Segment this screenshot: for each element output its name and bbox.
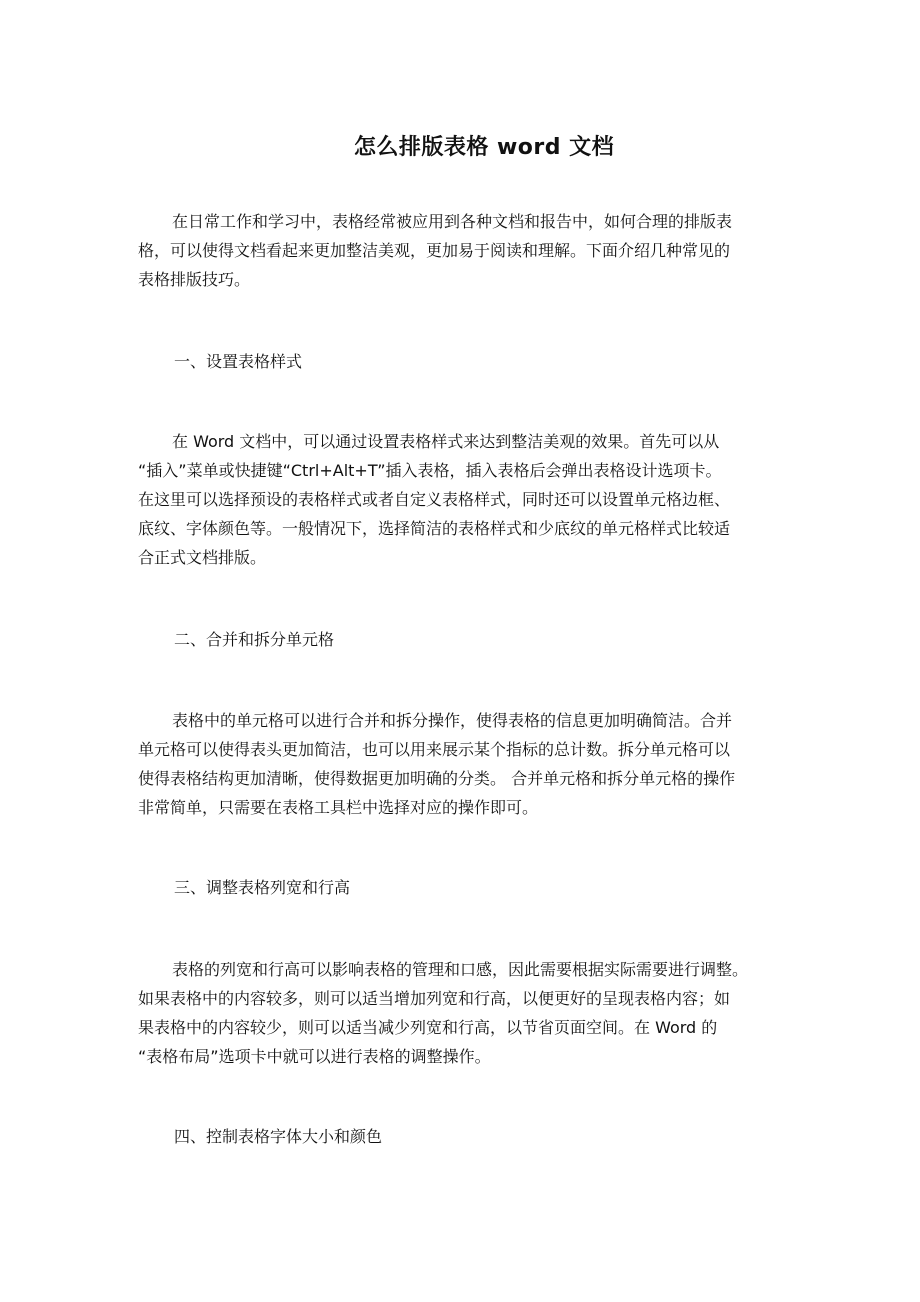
paragraph-line: 如果表格中的内容较多，则可以适当增加列宽和行高，以便更好的呈现表格内容；如 (138, 989, 731, 1008)
paragraph-line: “插入”菜单或快捷键“Ctrl+Alt+T”插入表格，插入表格后会弹出表格设计选项卡。 (138, 461, 722, 480)
section-paragraph-1 (138, 427, 808, 572)
section-paragraph-2 (138, 706, 808, 822)
paragraph-line: 在日常工作和学习中，表格经常被应用到各种文档和报告中，如何合理的排版表 (172, 212, 733, 231)
paragraph-line: “表格布局”选项卡中就可以进行表格的调整操作。 (138, 1047, 491, 1066)
document-title: 怎么排版表格 word 文档 (353, 135, 615, 160)
paragraph-line: 使得表格结构更加清晰，使得数据更加明确的分类。 合并单元格和拆分单元格的操作 (138, 769, 736, 788)
intro-paragraph (138, 207, 808, 294)
paragraph-line: 表格的列宽和行高可以影响表格的管理和口感，因此需要根据实际需要进行调整。 (172, 960, 749, 979)
paragraph-line: 果表格中的内容较少，则可以适当减少列宽和行高，以节省页面空间。在 Word 的 (138, 1018, 718, 1037)
paragraph-line: 在这里可以选择预设的表格样式或者自定义表格样式，同时还可以设置单元格边框、 (138, 490, 731, 509)
paragraph-line: 非常简单，只需要在表格工具栏中选择对应的操作即可。 (138, 798, 539, 817)
section-heading-4: 四、控制表格字体大小和颜色 (174, 1127, 383, 1146)
paragraph-line: 格，可以使得文档看起来更加整洁美观，更加易于阅读和理解。下面介绍几种常见的 (138, 241, 731, 260)
section-paragraph-3 (138, 955, 808, 1071)
section-heading-1: 一、设置表格样式 (174, 352, 303, 371)
paragraph-line: 表格排版技巧。 (138, 270, 251, 289)
paragraph-line: 单元格可以使得表头更加简洁，也可以用来展示某个指标的总计数。拆分单元格可以 (138, 740, 731, 759)
paragraph-line: 合正式文档排版。 (138, 548, 267, 567)
paragraph-line: 表格中的单元格可以进行合并和拆分操作，使得表格的信息更加明确简洁。合并 (172, 711, 733, 730)
paragraph-line: 在 Word 文档中，可以通过设置表格样式来达到整洁美观的效果。首先可以从 (172, 432, 720, 451)
paragraph-line: 底纹、字体颜色等。一般情况下，选择简洁的表格样式和少底纹的单元格样式比较适 (138, 519, 731, 538)
section-heading-3: 三、调整表格列宽和行高 (174, 878, 351, 897)
section-heading-2: 二、合并和拆分单元格 (174, 630, 335, 649)
